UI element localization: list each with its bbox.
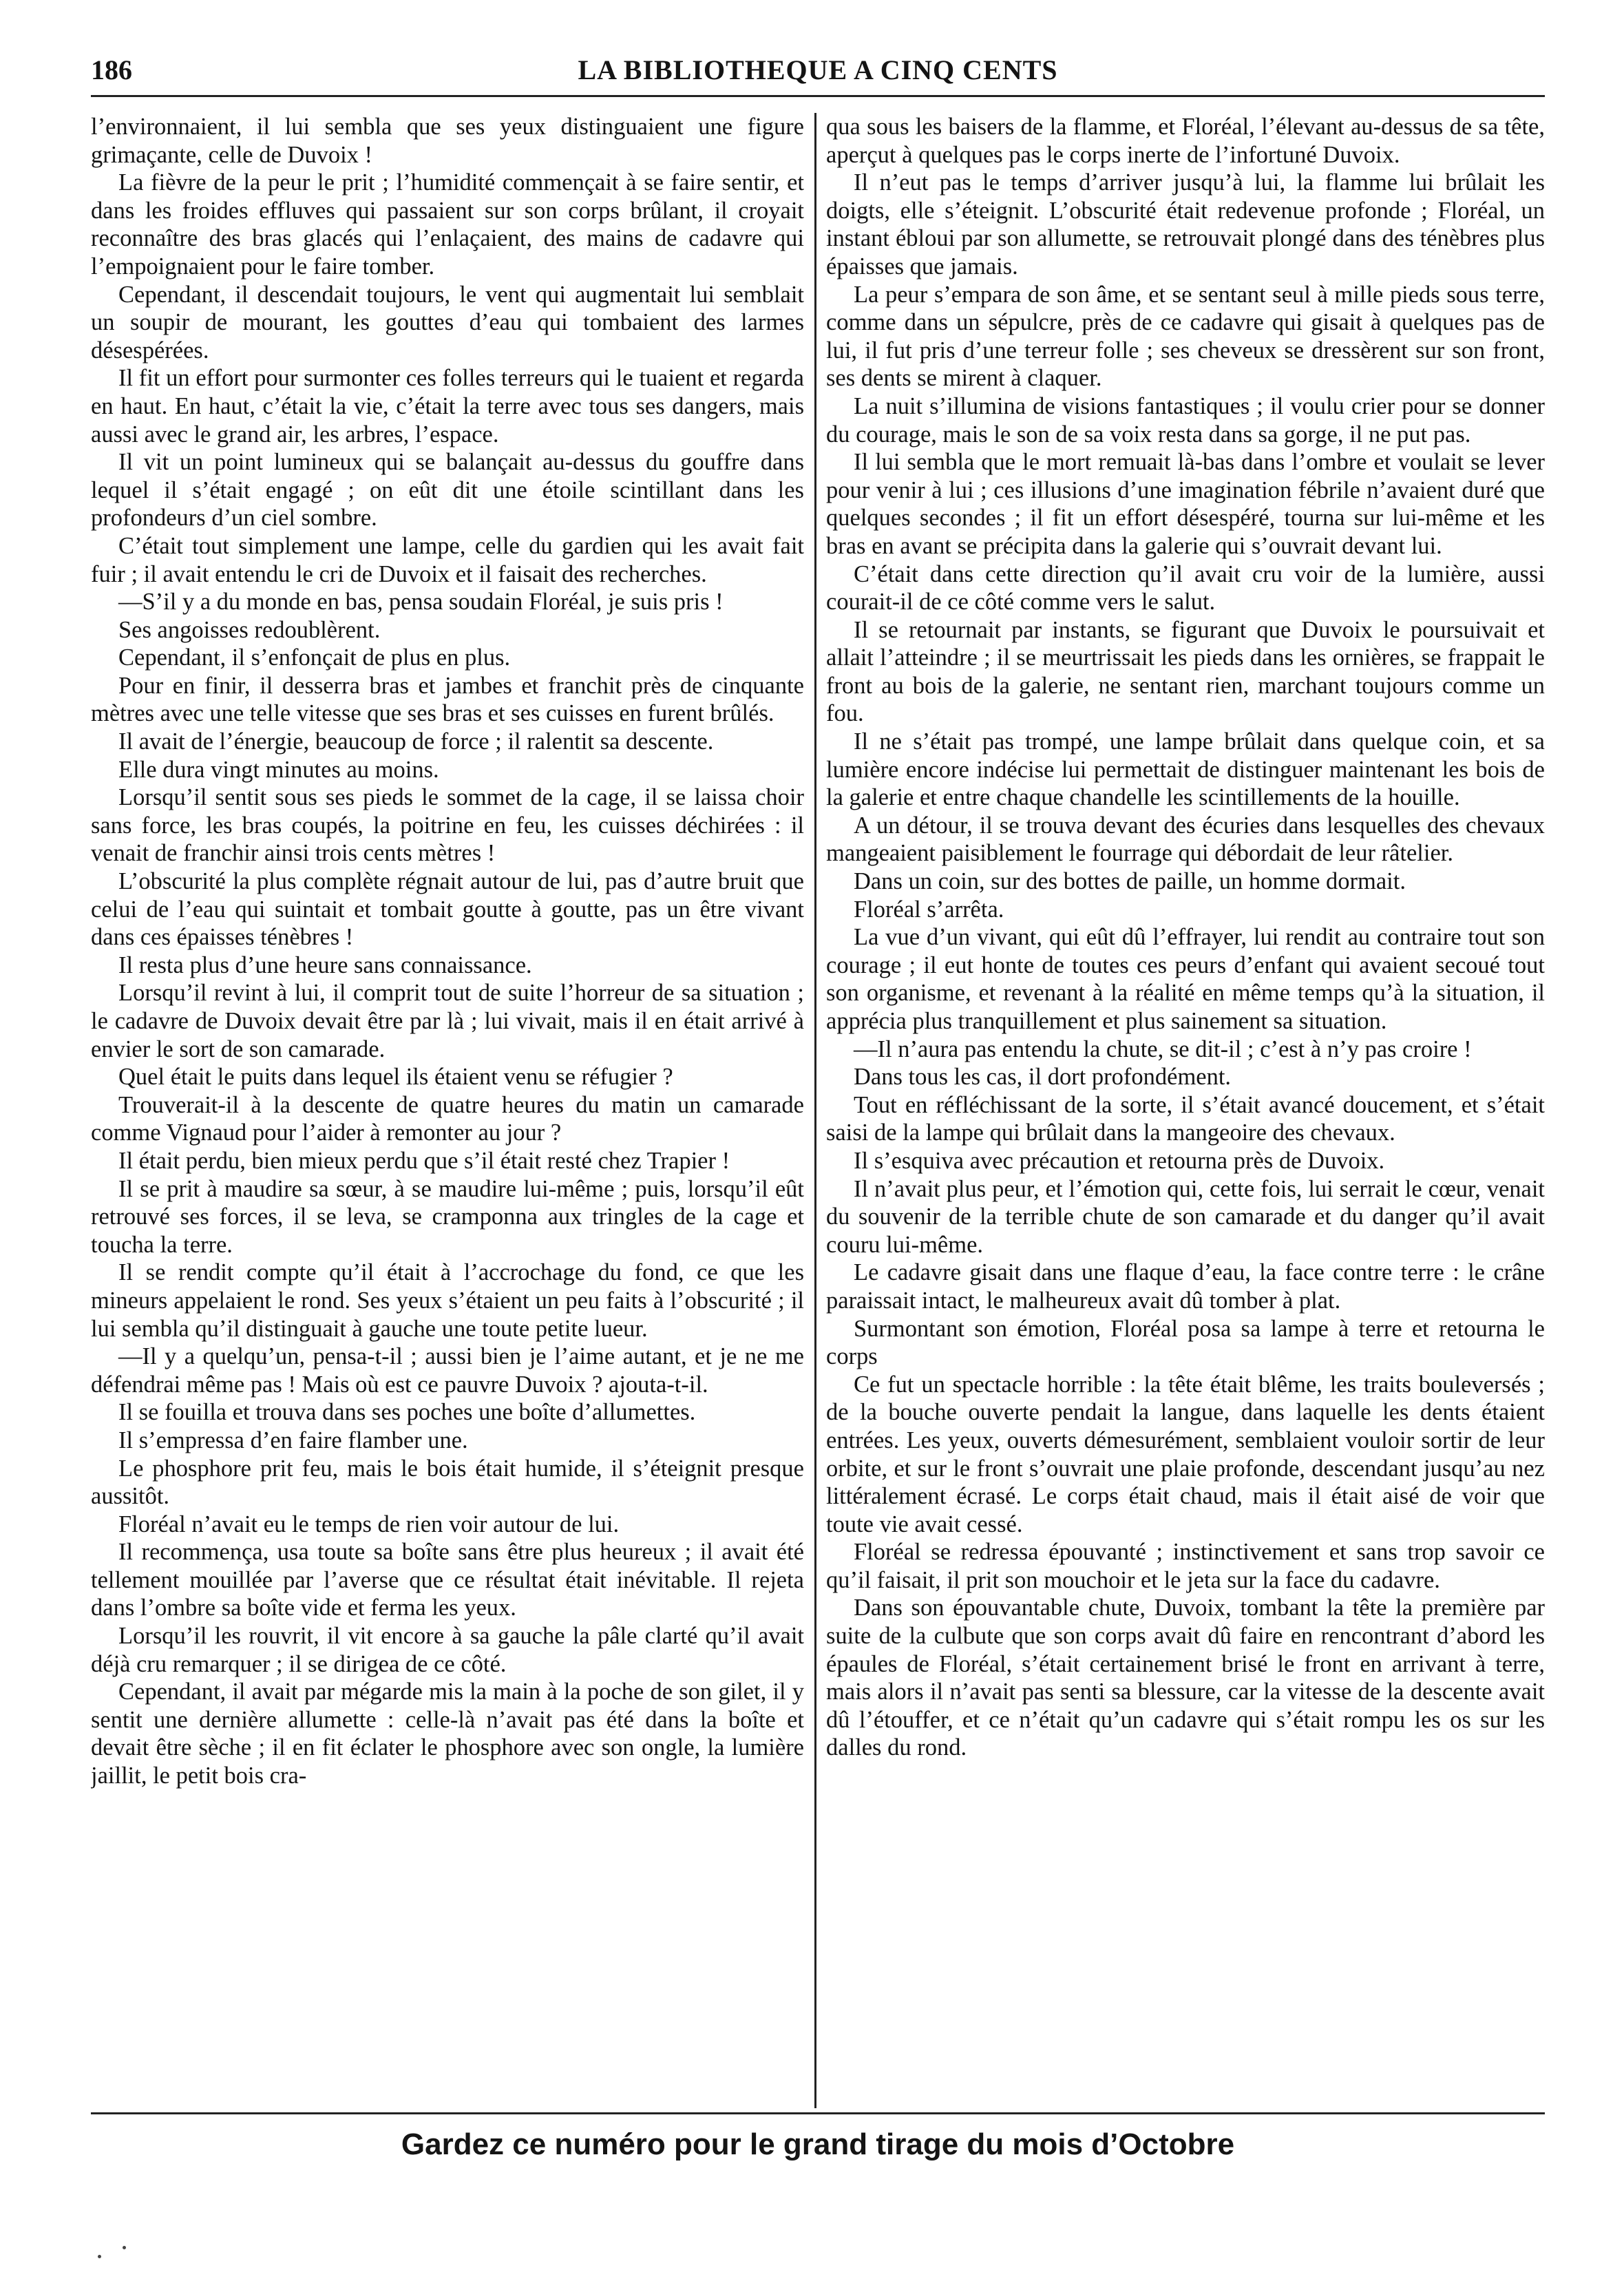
paragraph: Cependant, il descendait toujours, le vent qui augmentait lui semblait un soupir de mourant, les gouttes d’eau qui tombaient des larmes désespérées. — [91, 281, 804, 364]
paragraph: qua sous les baisers de la flamme, et Floréal, l’élevant au-dessus de sa tête, aperçut à quelques pas le corps inerte de l’infortuné Duvoix. — [826, 114, 1545, 168]
paragraph: Floréal se redressa épouvanté ; instinctivement et sans trop savoir ce qu’il faisait, il prit son mouchoir et le jeta sur la face du cadavre. — [826, 1539, 1545, 1593]
paragraph: Il lui sembla que le mort remuait là-bas dans l’ombre et voulait se lever pour venir à lui ; ces illusions d’une imagination fébrile n’avaient duré que quelques secondes ; il fit un effort désespéré, tourna sur lui-même et les bras en avant se précipita dans la galerie qui s’ouvrait devant lui. — [826, 449, 1545, 559]
paragraph: Surmontant son émotion, Floréal posa sa lampe à terre et retourna le corps — [826, 1315, 1545, 1370]
paragraph: Tout en réfléchissant de la sorte, il s’était avancé doucement, et s’était saisi de la lampe qui brûlait dans la mangeoire des chevaux. — [826, 1091, 1545, 1146]
paragraph: Cependant, il s’enfonçait de plus en plus. — [118, 644, 511, 671]
paragraph: Floréal s’arrêta. — [854, 896, 1004, 923]
paragraph: Lorsqu’il sentit sous ses pieds le sommet de la cage, il se laissa choir sans force, les bras coupés, la poitrine en feu, les cuisses déchirées : il venait de franchir ainsi trois cents mètres ! — [91, 784, 804, 867]
paragraph: Il se rendit compte qu’il était à l’accrochage du fond, ce que les mineurs appelaient le rond. Ses yeux s’étaient un peu faits à l’obscurité ; il lui sembla qu’il distinguait à gauche une toute petite lueur. — [91, 1259, 804, 1342]
paragraph: —Il y a quelqu’un, pensa-t-il ; aussi bien je l’aime autant, et je ne me défendrai même pas ! Mais où est ce pauvre Duvoix ? ajouta-t-il. — [91, 1343, 804, 1398]
paragraph: Il se fouilla et trouva dans ses poches une boîte d’allumettes. — [118, 1399, 696, 1426]
paragraph: Il se prit à maudire sa sœur, à se maudire lui-même ; puis, lorsqu’il eût retrouvé ses forces, il se leva, se cramponna aux tringles de la cage et toucha la terre. — [91, 1175, 804, 1258]
paragraph: Elle dura vingt minutes au moins. — [118, 756, 439, 783]
paragraph: Floréal n’avait eu le temps de rien voir autour de lui. — [118, 1511, 620, 1537]
paragraph: La fièvre de la peur le prit ; l’humidité commençait à se faire sentir, et dans les froides effluves qui passaient sur son corps brûlant, il croyait reconnaître des bras glacés qui l’enlaçaient, des mains de cadavre qui l’empoignaient pour le faire tomber. — [91, 169, 804, 280]
footer-notice: Gardez ce numéro pour le grand tirage du mois d’Octobre — [401, 2127, 1235, 2161]
paragraph: Il recommença, usa toute sa boîte sans être plus heureux ; il avait été tellement mouillée par l’averse que ce résultat était inévitable. Il rejeta dans l’ombre sa boîte vide et ferma les yeux. — [91, 1539, 804, 1621]
paragraph: Il vit un point lumineux qui se balançait au-dessus du gouffre dans lequel il s’était engagé ; on eût dit une étoile scintillant dans les profondeurs d’un ciel sombre. — [91, 449, 804, 532]
paragraph: Lorsqu’il revint à lui, il comprit tout de suite l’horreur de sa situation ; le cadavre de Duvoix devait être par là ; lui vivait, mais il en était arrivé à envier le sort de son camarade. — [91, 980, 804, 1062]
paragraph: Il se retournait par instants, se figurant que Duvoix le poursuivait et allait l’atteindre ; il se meurtrissait les pieds dans les ornières, se frappait le front au bois de la galerie, ne sentant rien, marchant toujours comme un fou. — [826, 616, 1545, 727]
column-divider — [814, 113, 816, 2108]
paragraph: C’était tout simplement une lampe, celle du gardien qui les avait fait fuir ; il avait entendu le cri de Duvoix et il faisait des recherches. — [91, 532, 804, 587]
paragraph: Trouverait-il à la descente de quatre heures du matin un camarade comme Vignaud pour l’aider à remonter au jour ? — [91, 1091, 804, 1146]
paragraph: Il était perdu, bien mieux perdu que s’il était resté chez Trapier ! — [118, 1147, 730, 1174]
paragraph: Lorsqu’il les rouvrit, il vit encore à sa gauche la pâle clarté qu’il avait déjà cru remarquer ; il se dirigea de ce côté. — [91, 1623, 804, 1677]
running-title: LA BIBLIOTHEQUE A CINQ CENTS — [578, 54, 1058, 85]
paragraph: La vue d’un vivant, qui eût dû l’effrayer, lui rendit au contraire tout son courage ; il eut honte de toutes ces peurs d’enfant qui avaient secoué tout son organisme, et revenant à la réalité en même temps qu’à la situation, il apprécia plus tranquillement et plus sainement sa situation. — [826, 924, 1545, 1034]
paragraph: Pour en finir, il desserra bras et jambes et franchit près de cinquante mètres avec une telle vitesse que ses bras et ses cuisses en furent brûlés. — [91, 672, 804, 727]
paragraph: —Il n’aura pas entendu la chute, se dit-il ; c’est à n’y pas croire ! — [854, 1036, 1472, 1062]
ink-speck — [123, 2246, 126, 2249]
paragraph: Il avait de l’énergie, beaucoup de force ; il ralentit sa descente. — [118, 728, 714, 755]
paragraph: Il ne s’était pas trompé, une lampe brûlait dans quelque coin, et sa lumière encore indécise lui permettait de distinguer maintenant les bois de la galerie et entre chaque chandelle les scintillements de la houille. — [826, 728, 1545, 811]
paragraph: La peur s’empara de son âme, et se sentant seul à mille pieds sous terre, comme dans un sépulcre, près de ce cadavre qui gisait à quelques pas de lui, il fut pris d’une terreur folle ; ses cheveux se dressèrent sur son front, ses dents se mirent à claquer. — [826, 281, 1545, 392]
paragraph: Il n’eut pas le temps d’arriver jusqu’à lui, la flamme lui brûlait les doigts, elle s’éteignit. L’obscurité était redevenue profonde ; Floréal, un instant ébloui par son allumette, se retrouvait plongé dans des ténèbres plus épaisses que jamais. — [826, 169, 1545, 280]
left-column — [91, 113, 804, 2108]
paragraph: C’était dans cette direction qu’il avait cru voir de la lumière, aussi courait-il de ce côté comme vers le salut. — [826, 560, 1545, 616]
footer-rule — [91, 2112, 1545, 2114]
paragraph: Dans son épouvantable chute, Duvoix, tombant la tête la première par suite de la culbute que son corps avait dû faire en rencontrant d’abord les épaules de Floréal, s’était certainement brisé le front en arrivant à terre, mais alors il n’avait pas senti sa blessure, car la vitesse de la descente avait dû l’étouffer, et ce n’était qu’un cadavre qui s’était rompu les os sur les dalles du rond. — [826, 1595, 1545, 1761]
paragraph: Il s’empressa d’en faire flamber une. — [118, 1427, 468, 1453]
page-header — [91, 48, 1545, 96]
paragraph: Le phosphore prit feu, mais le bois était humide, il s’éteignit presque aussitôt. — [91, 1455, 804, 1510]
paragraph: A un détour, il se trouva devant des écuries dans lesquelles des chevaux mangeaient paisiblement le fourrage qui débordait de leur râtelier. — [826, 812, 1545, 867]
paragraph: —S’il y a du monde en bas, pensa soudain Floréal, je suis pris ! — [118, 589, 724, 616]
paragraph: Quel était le puits dans lequel ils étaient venu se réfugier ? — [118, 1064, 673, 1091]
paragraph: Dans un coin, sur des bottes de paille, un homme dormait. — [854, 868, 1406, 895]
paragraph: Il fit un effort pour surmonter ces folles terreurs qui le tuaient et regarda en haut. En haut, c’était la vie, c’était la terre avec tous ses dangers, mais aussi avec le grand air, les arbres, l’espace. — [91, 365, 804, 448]
right-column — [826, 113, 1545, 2108]
paragraph: Il n’avait plus peur, et l’émotion qui, cette fois, lui serrait le cœur, venait du souvenir de la terrible chute de son camarade et du danger qu’il avait couru lui-même. — [826, 1175, 1545, 1258]
paragraph: La nuit s’illumina de visions fantastiques ; il voulu crier pour se donner du courage, mais le son de sa voix resta dans sa gorge, il ne put pas. — [826, 392, 1545, 448]
paragraph: Ses angoisses redoublèrent. — [118, 616, 381, 643]
paragraph: Dans tous les cas, il dort profondément. — [854, 1064, 1232, 1091]
header-rule — [91, 95, 1545, 97]
page-number: 186 — [91, 54, 132, 85]
paragraph: Le cadavre gisait dans une flaque d’eau, la face contre terre : le crâne paraissait intact, le malheureux avait dû tomber à plat. — [826, 1259, 1545, 1314]
paragraph: Cependant, il avait par mégarde mis la main à la poche de son gilet, il y sentit une dernière allumette : celle-là n’avait pas été dans la boîte et devait être sèche ; il en fit éclater le phosphore avec son ongle, la lumière jaillit, le petit bois cra- — [91, 1679, 804, 1789]
text-columns — [91, 113, 1545, 2108]
paragraph: Ce fut un spectacle horrible : la tête était blême, les traits bouleversés ; de la bouche ouverte pendait la langue, dans laquelle les dents étaient entrées. Les yeux, ouverts démesurément, semblaient vouloir sortir de leur orbite, et sur le front s’ouvrait une plaie profonde, descendant jusqu’au nez littéralement écrasé. Le corps était chaud, mais il était aisé de voir que toute vie avait cessé. — [826, 1371, 1545, 1537]
paragraph: l’environnaient, il lui sembla que ses yeux distinguaient une figure grimaçante, celle de Duvoix ! — [91, 114, 804, 168]
ink-speck — [98, 2255, 101, 2258]
paragraph: L’obscurité la plus complète régnait autour de lui, pas d’autre bruit que celui de l’eau qui suintait et tombait goutte à goutte, pas un être vivant dans ces épaisses ténèbres ! — [91, 868, 804, 951]
paragraph: Il resta plus d’une heure sans connaissance. — [118, 952, 532, 978]
paragraph: Il s’esquiva avec précaution et retourna près de Duvoix. — [854, 1147, 1385, 1174]
